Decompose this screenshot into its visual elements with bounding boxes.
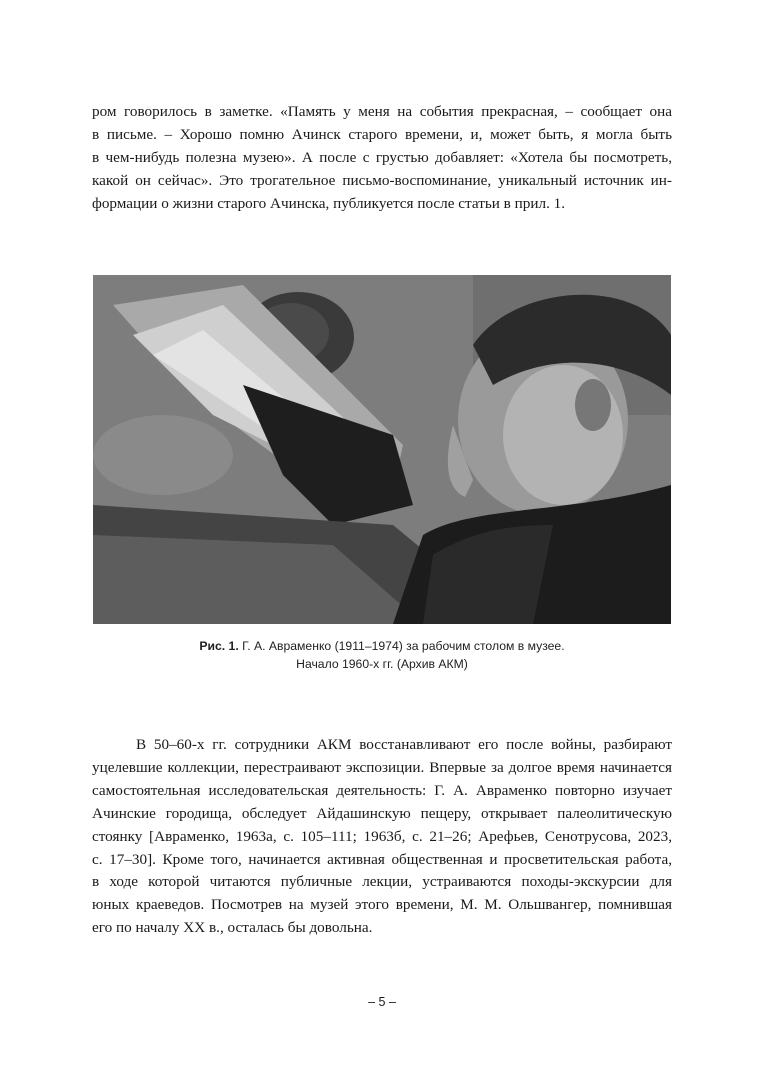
paragraph-line: его по началу XX в., осталась бы довольна. (92, 919, 373, 937)
figure-label: Рис. 1. (199, 639, 239, 653)
paragraph-line: самостоятельная исследовательская деятельность: Г. А. Авраменко повторно изучает (92, 781, 672, 799)
figure-caption-line-2: Начало 1960-х гг. (Архив АКМ) (296, 657, 468, 671)
archival-photo (93, 275, 671, 624)
paragraph-line: Ачинские городища, обследует Айдашинскую пещеру, открывает палеолитическую (92, 804, 672, 822)
figure-caption-line-1 (93, 637, 671, 656)
paragraph-line: юных краеведов. Посмотрев на музей этого времени, М. М. Ольшвангер, помнившая (92, 896, 672, 914)
paragraph-line: в письме. – Хорошо помню Ачинск старого времени, и, может быть, я могла быть (92, 125, 672, 143)
paragraph-line: какой он сейчас». Это трогательное письмо-воспоминание, уникальный источник ин- (92, 171, 672, 189)
paragraph-line: В 50–60-х гг. сотрудники АКМ восстанавливают его после войны, разбирают (136, 736, 672, 753)
paragraph-bottom (92, 734, 672, 940)
paragraph-line: ром говорилось в заметке. «Память у меня на события прекрасная, – сообщает она (92, 103, 672, 120)
figure-caption-text: Г. А. Авраменко (1911–1974) за рабочим столом в музее. (242, 639, 565, 653)
paragraph-line: в чем-нибудь полезна музею». А после с грустью добавляет: «Хотела бы посмотреть, (92, 148, 672, 166)
page-number: – 5 – (368, 995, 396, 1009)
paragraph-line: уцелевшие коллекции, перестраивают экспозиции. Впервые за долгое время начинается (92, 758, 672, 776)
paragraph-line: формации о жизни старого Ачинска, публикуется после статьи в прил. 1. (92, 194, 566, 212)
paragraph-line: с. 17–30]. Кроме того, начинается активная общественная и просветительская работа, (92, 850, 672, 868)
photo-illustration (93, 275, 671, 624)
paragraph-line: в ходе которой читаются публичные лекции, устраиваются походы-экскурсии для (92, 873, 672, 891)
paragraph-top (92, 101, 672, 216)
paragraph-line: стоянку [Авраменко, 1963а, с. 105–111; 1963б, с. 21–26; Арефьев, Сенотрусова, 2023, (92, 827, 672, 845)
